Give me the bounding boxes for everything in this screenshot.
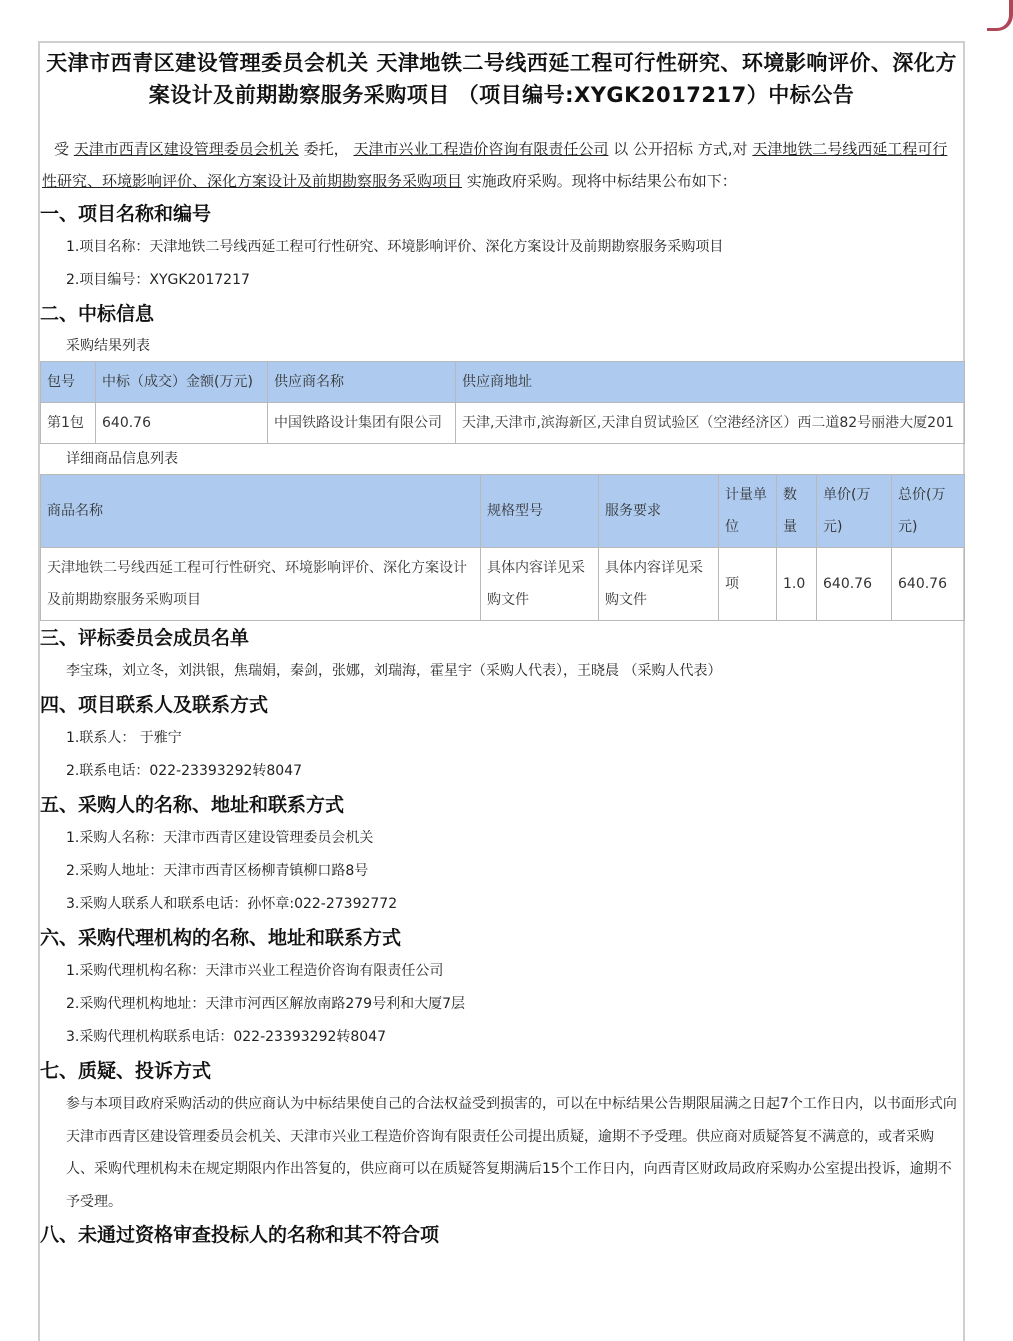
- section-heading: 七、质疑、投诉方式: [40, 1060, 212, 1082]
- table-row: [41, 403, 965, 444]
- intro-text: 受: [54, 140, 70, 158]
- column-header: 供应商名称: [268, 362, 456, 403]
- project-name: 1.项目名称：天津地铁二号线西延工程可行性研究、环境影响评价、深化方案设计及前期勘察服务采购项目: [66, 239, 724, 255]
- intro-text: 委托，: [303, 140, 349, 158]
- table-cell: 640.76: [817, 548, 892, 621]
- section-heading: 一、项目名称和编号: [40, 203, 212, 225]
- section-heading: 五、采购人的名称、地址和联系方式: [40, 794, 345, 816]
- detail-table: [40, 474, 965, 621]
- column-header: 包号: [41, 362, 96, 403]
- agency-name: 1.采购代理机构名称：天津市兴业工程造价咨询有限责任公司: [66, 963, 444, 979]
- intro-text: 以: [613, 140, 629, 158]
- table-cell: 中国铁路设计集团有限公司: [268, 403, 456, 444]
- column-header: 商品名称: [41, 475, 481, 548]
- section-heading: 四、项目联系人及联系方式: [40, 694, 269, 716]
- result-table: [40, 361, 965, 444]
- method-text: 公开招标: [632, 140, 693, 158]
- table-cell: 640.76: [96, 403, 268, 444]
- table-cell: 天津地铁二号线西延工程可行性研究、环境影响评价、深化方案设计及前期勘察服务采购项目: [41, 548, 481, 621]
- project-link: 天津地铁二号线西延工程可行性研究、环境影响评价、深化方案设计及前期勘察服务采购项目: [42, 140, 948, 190]
- purchaser-name: 1.采购人名称：天津市西青区建设管理委员会机关: [66, 830, 374, 846]
- purchaser-address: 2.采购人地址：天津市西青区杨柳青镇柳口路8号: [66, 863, 369, 879]
- table-header-row: [41, 475, 965, 548]
- intro-text: 实施政府采购。现将中标结果公布如下：: [466, 172, 737, 190]
- purchaser-link: 天津市西青区建设管理委员会机关: [73, 140, 299, 158]
- section-heading: 六、采购代理机构的名称、地址和联系方式: [40, 927, 402, 949]
- intro-paragraph: [40, 133, 963, 197]
- complaint-paragraph: 参与本项目政府采购活动的供应商认为中标结果使自己的合法权益受到损害的，可以在中标结果公告期限届满之日起7个工作日内，以书面形式向天津市西青区建设管理委员会机关、天津市兴业工程造价咨询有限责任公司提出质疑，逾期不予受理。供应商对质疑答复不满意的，或者采购人、采购代理机构未在规定期限内作出答复的，供应商可以在质疑答复期满后15个工作日内，向西青区财政局政府采购办公室提出投诉，逾期不予受理。: [66, 1096, 957, 1210]
- corner-logo-fragment: [987, 0, 1013, 31]
- intro-text: 方式,对: [697, 140, 748, 158]
- column-header: 单价(万元): [817, 475, 892, 548]
- column-header: 供应商地址: [456, 362, 965, 403]
- table-cell: 项: [719, 548, 777, 621]
- purchaser-contact: 3.采购人联系人和联系电话：孙怀章:022-27392772: [66, 896, 398, 912]
- table-caption: 采购结果列表: [66, 338, 150, 354]
- table-cell: 640.76: [892, 548, 965, 621]
- table-cell: 具体内容详见采购文件: [599, 548, 719, 621]
- agency-link: 天津市兴业工程造价咨询有限责任公司: [353, 140, 609, 158]
- column-header: 数量: [777, 475, 817, 548]
- table-cell: 1.0: [777, 548, 817, 621]
- table-caption: 详细商品信息列表: [66, 451, 178, 467]
- contact-phone: 2.联系电话：022-23393292转8047: [66, 763, 303, 779]
- table-cell: 具体内容详见采购文件: [481, 548, 599, 621]
- column-header: 规格型号: [481, 475, 599, 548]
- table-cell: 第1包: [41, 403, 96, 444]
- contact-person: 1.联系人： 于雅宁: [66, 730, 182, 746]
- section-heading: 八、未通过资格审查投标人的名称和其不符合项: [40, 1224, 440, 1246]
- section-heading: 三、评标委员会成员名单: [40, 627, 250, 649]
- table-cell: 天津,天津市,滨海新区,天津自贸试验区（空港经济区）西二道82号丽港大厦201: [456, 403, 965, 444]
- section-heading: 二、中标信息: [40, 303, 155, 325]
- page-title: 天津市西青区建设管理委员会机关 天津地铁二号线西延工程可行性研究、环境影响评价、深化方案设计及前期勘察服务采购项目 （项目编号:XYGK2017217）中标公告: [46, 51, 957, 107]
- table-header-row: [41, 362, 965, 403]
- agency-address: 2.采购代理机构地址：天津市河西区解放南路279号利和大厦7层: [66, 996, 465, 1012]
- project-number: 2.项目编号：XYGK2017217: [66, 272, 250, 288]
- column-header: 总价(万元): [892, 475, 965, 548]
- agency-phone: 3.采购代理机构联系电话：022-23393292转8047: [66, 1029, 387, 1045]
- committee-members: 李宝珠，刘立冬，刘洪银，焦瑞娟，秦剑，张娜，刘瑞海，霍星宇（采购人代表），王晓晨 （采购人代表）: [66, 663, 722, 679]
- table-row: [41, 548, 965, 621]
- column-header: 服务要求: [599, 475, 719, 548]
- column-header: 计量单位: [719, 475, 777, 548]
- column-header: 中标（成交）金额(万元): [96, 362, 268, 403]
- announcement-document: [38, 41, 965, 1341]
